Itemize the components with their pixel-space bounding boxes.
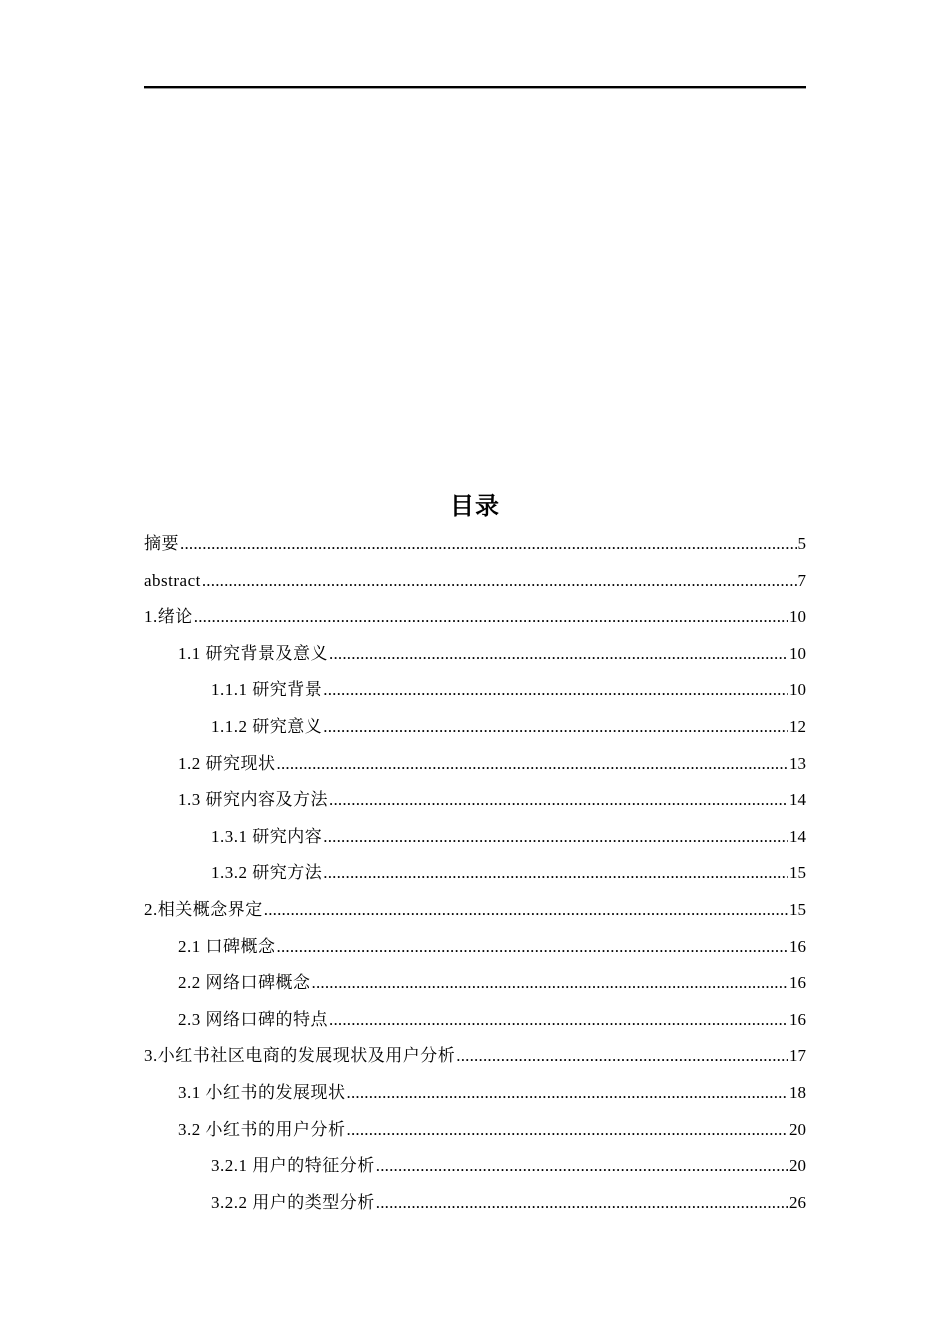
table-of-contents	[144, 530, 806, 1225]
toc-entry-label: 2.相关概念界定	[144, 899, 263, 919]
toc-page-number: 5	[797, 534, 806, 553]
toc-dot-leader	[329, 786, 788, 814]
toc-entry-3-2-1[interactable]	[144, 1152, 806, 1189]
toc-page-number: 16	[789, 936, 806, 956]
toc-page-number: 14	[789, 790, 806, 810]
toc-entry-label: 3.小红书社区电商的发展现状及用户分析	[144, 1046, 456, 1066]
toc-entry-label: 1.3.1 研究内容	[211, 826, 323, 846]
toc-entry-label: 3.2 小红书的用户分析	[178, 1119, 346, 1139]
toc-dot-leader	[329, 1006, 788, 1034]
toc-entry-label: 1.2 研究现状	[178, 753, 276, 773]
toc-title: 目录	[450, 492, 500, 520]
toc-dot-leader	[277, 750, 789, 778]
toc-entry-label: 3.2.2 用户的类型分析	[211, 1192, 375, 1212]
toc-dot-leader	[376, 1189, 788, 1217]
toc-dot-leader	[347, 1079, 789, 1107]
toc-entry-abstract-en[interactable]	[144, 567, 806, 604]
toc-page-number: 16	[789, 1009, 806, 1029]
toc-entry-2-3[interactable]	[144, 1006, 806, 1043]
toc-dot-leader	[264, 896, 788, 924]
toc-entry-label: 2.3 网络口碑的特点	[178, 1009, 328, 1029]
toc-page-number: 15	[789, 863, 806, 883]
toc-entry-label: 1.1 研究背景及意义	[178, 643, 328, 663]
toc-dot-leader	[180, 530, 797, 558]
toc-entry-chapter-1[interactable]	[144, 603, 806, 640]
toc-dot-leader	[329, 640, 788, 668]
toc-entry-1-1-2[interactable]	[144, 713, 806, 750]
toc-entry-label: 1.1.2 研究意义	[211, 716, 323, 736]
toc-page-number: 20	[789, 1119, 806, 1139]
toc-page-number: 14	[789, 826, 806, 846]
toc-entry-label: 1.绪论	[144, 607, 193, 627]
toc-entry-1-1[interactable]	[144, 640, 806, 677]
toc-entry-2-2[interactable]	[144, 969, 806, 1006]
toc-entry-label: 1.3 研究内容及方法	[178, 790, 328, 810]
toc-dot-leader	[456, 1042, 788, 1070]
toc-entry-label: abstract	[144, 570, 201, 590]
toc-entry-label: 2.1 口碑概念	[178, 936, 276, 956]
toc-entry-3-2[interactable]	[144, 1116, 806, 1153]
toc-entry-label: 1.1.1 研究背景	[211, 680, 323, 700]
toc-page-number: 17	[789, 1046, 806, 1066]
toc-entry-label: 3.2.1 用户的特征分析	[211, 1156, 375, 1176]
toc-entry-abstract-cn[interactable]	[144, 530, 806, 567]
toc-entry-1-3-1[interactable]	[144, 823, 806, 860]
toc-page-number: 10	[789, 643, 806, 663]
toc-entry-1-1-1[interactable]	[144, 676, 806, 713]
toc-entry-2-1[interactable]	[144, 933, 806, 970]
toc-dot-leader	[323, 676, 788, 704]
toc-entry-3-2-2[interactable]	[144, 1189, 806, 1226]
toc-dot-leader	[194, 603, 788, 631]
toc-entry-1-3[interactable]	[144, 786, 806, 823]
toc-entry-1-2[interactable]	[144, 750, 806, 787]
toc-entry-chapter-3[interactable]	[144, 1042, 806, 1079]
toc-dot-leader	[312, 969, 789, 997]
toc-page-number: 10	[789, 680, 806, 700]
toc-dot-leader	[347, 1116, 789, 1144]
toc-entry-3-1[interactable]	[144, 1079, 806, 1116]
toc-page-number: 13	[789, 753, 806, 773]
toc-dot-leader	[202, 567, 797, 595]
toc-dot-leader	[376, 1152, 788, 1180]
toc-entry-label: 摘要	[144, 534, 179, 553]
toc-page-number: 16	[789, 973, 806, 993]
toc-dot-leader	[323, 823, 788, 851]
toc-entry-chapter-2[interactable]	[144, 896, 806, 933]
toc-page-number: 10	[789, 607, 806, 627]
toc-page-number: 18	[789, 1082, 806, 1102]
toc-page-number: 15	[789, 899, 806, 919]
toc-entry-1-3-2[interactable]	[144, 859, 806, 896]
header-rule	[144, 86, 806, 88]
toc-entry-label: 2.2 网络口碑概念	[178, 973, 311, 993]
toc-dot-leader	[323, 859, 788, 887]
toc-entry-label: 3.1 小红书的发展现状	[178, 1082, 346, 1102]
toc-entry-label: 1.3.2 研究方法	[211, 863, 323, 883]
toc-page-number: 26	[789, 1192, 806, 1212]
toc-dot-leader	[323, 713, 788, 741]
toc-page-number: 20	[789, 1156, 806, 1176]
toc-dot-leader	[277, 933, 789, 961]
toc-page-number: 12	[789, 716, 806, 736]
toc-page-number: 7	[797, 570, 806, 590]
